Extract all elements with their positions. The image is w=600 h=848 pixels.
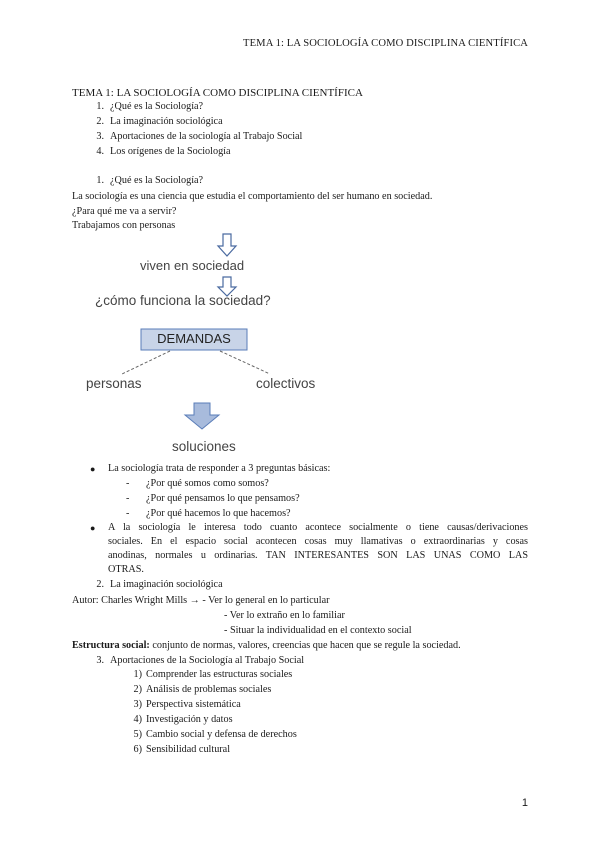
definition-text: conjunto de normas, valores, creencias que hacen que se regule la sociedad. [149, 640, 461, 651]
bullet-paragraph-line: sociales. En el espacio social acontecen cosas muy llamativas o extraordinarias y cosas [108, 536, 528, 547]
bullet-paragraph-line: anodinas, normales u ordinarias. TAN INTERESANTES SON LAS UNAS COMO LAS [108, 550, 528, 561]
bullet-icon: ● [90, 523, 96, 533]
structure-definition [72, 639, 461, 653]
down-arrow-icon [218, 234, 236, 256]
dash-marker: - [126, 493, 130, 504]
question-item: ¿Por qué pensamos lo que pensamos? [146, 493, 300, 504]
dash-marker: - [126, 508, 130, 519]
section1-statement: Trabajamos con personas [72, 220, 176, 231]
contributions-list: 1) Comprender las estructuras sociales 2) Análisis de problemas sociales 3) Perspectiva sistemática 4) Investigación y datos 5) Cambio social y defensa de derechos 6) Sensibilidad cultural [133, 669, 297, 755]
diagram-right-node: colectivos [256, 376, 316, 391]
question-item: ¿Por qué hacemos lo que hacemos? [146, 508, 291, 519]
bullet-text: La sociología trata de responder a 3 preguntas básicas: [108, 463, 331, 474]
diagram-step1: viven en sociedad [140, 258, 245, 273]
page-title: TEMA 1: LA SOCIOLOGÍA COMO DISCIPLINA CIENTÍFICA [72, 87, 363, 99]
imagination-item: - Ver lo extraño en lo familiar [224, 610, 345, 621]
diagram-bottom-node: soluciones [172, 439, 236, 454]
page-number: 1 [521, 797, 528, 809]
section1-question: ¿Para qué me va a servir? [72, 206, 177, 217]
connector-left [122, 351, 170, 374]
bullet-paragraph-line: A la sociología le interesa todo cuanto acontece socialmente o tiene causas/derivaciones [108, 522, 528, 533]
diagram-left-node: personas [86, 376, 142, 391]
bullet-icon: ● [90, 464, 96, 474]
imagination-item: - Situar la individualidad en el contexto social [224, 625, 412, 636]
running-header: TEMA 1: LA SOCIOLOGÍA COMO DISCIPLINA CIENTÍFICA [243, 38, 528, 49]
down-arrow-icon [185, 403, 219, 429]
dash-marker: - [126, 478, 130, 489]
question-item: ¿Por qué somos como somos? [146, 478, 269, 489]
bullet-paragraph-line: OTRAS. [108, 564, 144, 575]
connector-right [220, 351, 270, 374]
demandas-label: DEMANDAS [157, 331, 231, 346]
diagram-step2: ¿cómo funciona la sociedad? [95, 293, 271, 308]
section1-definition: La sociología es una ciencia que estudia el comportamiento del ser humano en sociedad. [72, 191, 433, 202]
definition-term: Estructura social: [72, 640, 150, 651]
author-line: Autor: Charles Wright Mills → - Ver lo general en lo particular [72, 595, 330, 606]
